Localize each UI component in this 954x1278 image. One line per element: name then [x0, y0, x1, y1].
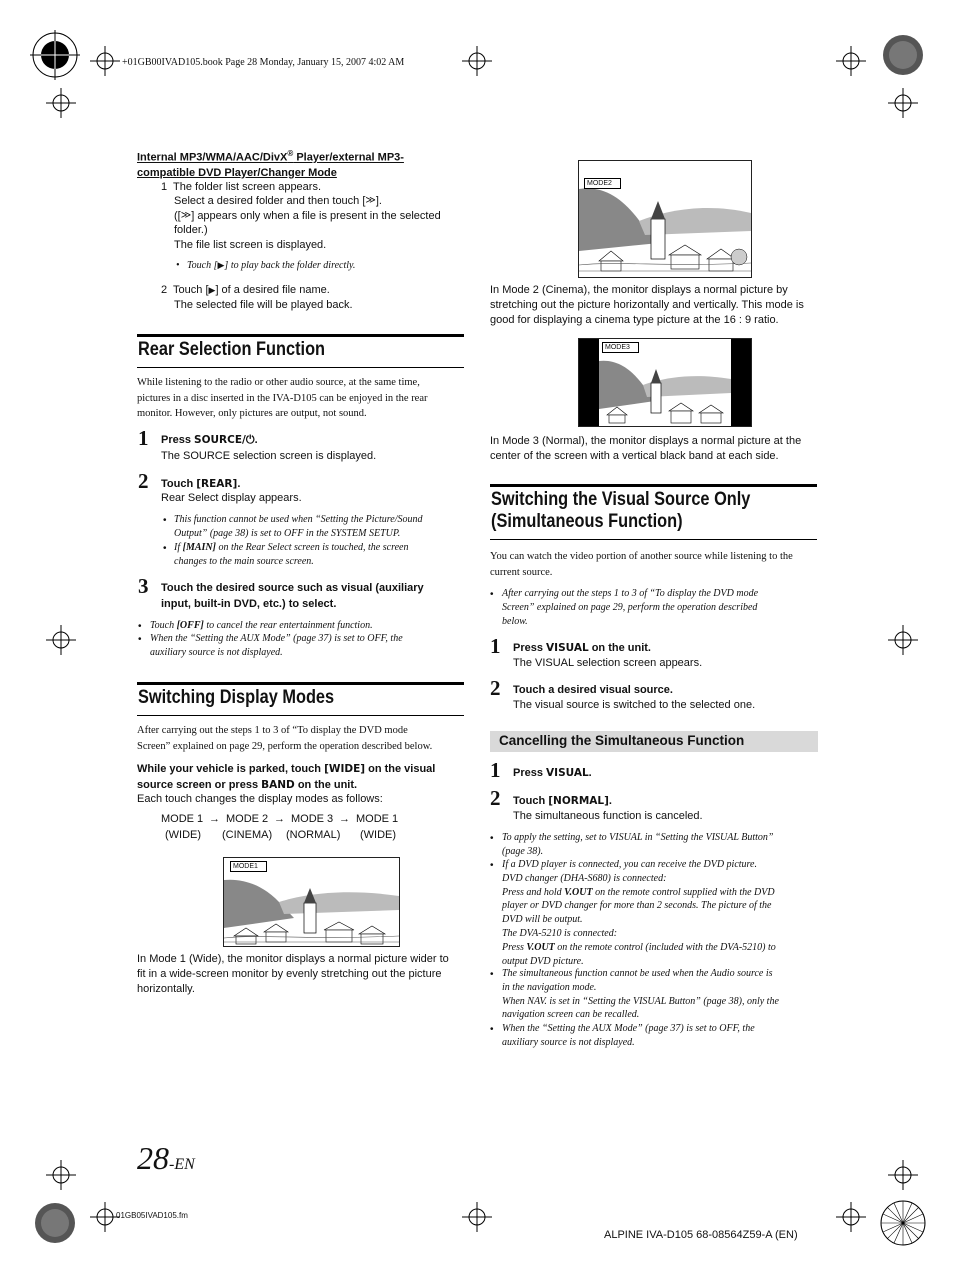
crosshair-top-1 — [90, 46, 120, 76]
rear-note-2-bullet: • — [163, 543, 167, 554]
mode-3-description: In Mode 3 (Normal), the monitor displays a normal picture at the center of the screen with a vertical black band at each side. — [490, 435, 802, 462]
visual-note-bullet: • — [490, 589, 494, 600]
next-folder-icon-2: ≫ — [180, 209, 192, 221]
page-number: 28-EN — [137, 1140, 195, 1176]
mode-3-name: (NORMAL) — [286, 829, 341, 841]
rear-note-1: This function cannot be used when “Setting the Picture/Sound Output” (page 38) is set to OFF in the SYSTEM SETUP. — [174, 514, 423, 539]
mode-2-picture — [578, 160, 752, 278]
cancel-note-2-bullet: • — [490, 860, 494, 871]
visual-step-1-sub: The VISUAL selection screen appears. — [513, 657, 703, 669]
rear-step-1: Press SOURCE/⏻. — [161, 434, 258, 446]
visual-intro: You can watch the video portion of another source while listening to the current source. — [490, 551, 793, 578]
rear-step-1-sub: The SOURCE selection screen is displayed. — [161, 450, 377, 462]
mode-3-label: MODE 3 — [291, 813, 334, 825]
mode-2-description: In Mode 2 (Cinema), the monitor displays a normal picture by stretching out the picture horizontally and vertically. This mode is good for displaying a cinema type picture at the 16 : 9 ratio. — [490, 284, 804, 326]
mode-arrow-3: → — [339, 813, 350, 825]
mode-3-left-band — [579, 339, 599, 426]
rear-step-2-number: 2 — [138, 469, 149, 493]
rear-note-2: If [MAIN] on the Rear Select screen is touched, the screen changes to the main source screen. — [174, 542, 409, 567]
visual-note: After carrying out the steps 1 to 3 of “To display the DVD mode Screen” explained on page 29, perform the operation described below. — [502, 588, 759, 627]
crosshair-bottom-3 — [836, 1202, 866, 1232]
visual-step-1: Press VISUAL on the unit. — [513, 642, 651, 654]
intro-subhead: Internal MP3/WMA/AAC/DivX® Player/external MP3- compatible DVD Player/Changer Mode — [137, 149, 404, 179]
power-icon: ⏻ — [245, 434, 255, 446]
crosshair-right-top — [888, 88, 918, 118]
registration-mark-br — [878, 1198, 928, 1248]
rear-step-2: Touch [REAR]. — [161, 478, 241, 490]
rear-step-1-number: 1 — [138, 426, 149, 450]
intro-step-1-detail: Select a desired folder and then touch [≫]. ([≫] appears only when a file is present in the selected folder.) The file list screen is displayed. — [174, 195, 441, 251]
crosshair-right-bottom — [888, 1160, 918, 1190]
visual-step-2: Touch a desired visual source. — [513, 684, 673, 696]
mode-2-label: MODE 2 — [226, 813, 269, 825]
intro-note: • Touch [▶] to play back the folder directly. — [176, 260, 356, 271]
mode-3-right-band — [731, 339, 751, 426]
cancel-step-1: Press VISUAL. — [513, 767, 592, 779]
visual-section-title: Switching the Visual Source Only (Simultaneous Function) — [491, 489, 751, 532]
rear-note-3: Touch [OFF] to cancel the rear entertainment function. — [150, 620, 373, 631]
crosshair-left-mid — [46, 625, 76, 655]
crosshair-top-3 — [836, 46, 866, 76]
play-icon-2: ▶ — [208, 285, 216, 295]
crosshair-left-top — [46, 88, 76, 118]
mode-2-name: (CINEMA) — [222, 829, 273, 841]
visual-step-2-sub: The visual source is switched to the selected one. — [513, 699, 756, 711]
mode-1-label: MODE 1 — [161, 813, 204, 825]
mode-3-picture — [578, 338, 752, 427]
visual-step-2-number: 2 — [490, 676, 501, 700]
crosshair-top-2 — [462, 46, 492, 76]
cancel-step-1-number: 1 — [490, 758, 501, 782]
display-section-title: Switching Display Modes — [138, 687, 335, 708]
cancel-step-2: Touch [NORMAL]. — [513, 795, 612, 807]
next-folder-icon: ≫ — [365, 195, 376, 206]
cancel-note-3: The simultaneous function cannot be used when the Audio source is in the navigation mode. When NAV. is set in “Setting the VISUAL Button” (page 38), only the navigation screen can be recalled. — [502, 968, 779, 1021]
visual-step-1-number: 1 — [490, 634, 501, 658]
mode-2-screen-label: MODE2 — [584, 178, 621, 189]
play-icon: ▶ — [217, 260, 225, 270]
crosshair-right-mid — [888, 625, 918, 655]
cancel-step-2-number: 2 — [490, 786, 501, 810]
mode-1-name-repeat: (WIDE) — [360, 829, 397, 841]
mode-arrow-1: → — [209, 813, 220, 825]
cancel-note-3-bullet: • — [490, 969, 494, 980]
mode-1-screen-label: MODE1 — [230, 861, 267, 872]
mode-3-screen-label: MODE3 — [602, 342, 639, 353]
mode-1-label-repeat: MODE 1 — [356, 813, 399, 825]
rear-note-4: When the “Setting the AUX Mode” (page 37) is set to OFF, the auxiliary source is not displayed. — [150, 633, 403, 658]
cancel-step-2-sub: The simultaneous function is canceled. — [513, 810, 703, 822]
rear-section-title: Rear Selection Function — [138, 339, 326, 360]
mode-1-description: In Mode 1 (Wide), the monitor displays a normal picture wider to fit in a wide-screen monitor by evenly stretching out the picture horizontally. — [137, 953, 449, 995]
mode-1-name: (WIDE) — [165, 829, 202, 841]
intro-step-1: 1 The folder list screen appears. — [161, 181, 322, 193]
registration-mark-tl — [30, 30, 80, 80]
rear-step-3: Touch the desired source such as visual (auxiliary input, built-in DVD, etc.) to select. — [161, 582, 424, 610]
cancel-note-4: When the “Setting the AUX Mode” (page 37) is set to OFF, the auxiliary source is not displayed. — [502, 1023, 755, 1048]
mode-arrow-2: → — [274, 813, 285, 825]
crosshair-left-bottom — [46, 1160, 76, 1190]
mode-1-picture — [223, 857, 400, 947]
registration-mark-tr — [878, 30, 928, 80]
registration-mark-bl — [30, 1198, 80, 1248]
rear-step-3-number: 3 — [138, 574, 149, 598]
footer-model: ALPINE IVA-D105 68-08564Z59-A (EN) — [604, 1229, 798, 1241]
rear-note-4-bullet: • — [138, 634, 142, 645]
display-instruction: While your vehicle is parked, touch [WIDE] on the visual source screen or press BAND on the unit. — [137, 763, 436, 791]
file-header: +01GB00IVAD105.book Page 28 Monday, January 15, 2007 4:02 AM — [122, 57, 405, 68]
cancel-subsection-title: Cancelling the Simultaneous Function — [499, 733, 745, 748]
rear-step-2-sub: Rear Select display appears. — [161, 492, 302, 504]
cancel-note-4-bullet: • — [490, 1024, 494, 1035]
footer-file: 01GB05IVAD105.fm — [116, 1211, 188, 1220]
display-intro: After carrying out the steps 1 to 3 of “To display the DVD mode Screen” explained on page 29, perform the operation described below. — [137, 725, 433, 752]
crosshair-bottom-2 — [462, 1202, 492, 1232]
cancel-note-1-bullet: • — [490, 833, 494, 844]
rear-note-3-bullet: • — [138, 621, 142, 632]
cancel-note-1: To apply the setting, set to VISUAL in “Setting the VISUAL Button” (page 38). — [502, 832, 774, 857]
intro-step-2: 2 Touch [▶] of a desired file name. The selected file will be played back. — [161, 284, 353, 311]
rear-note-1-bullet: • — [163, 515, 167, 526]
cancel-note-2: If a DVD player is connected, you can receive the DVD picture. DVD changer (DHA-S680) is connected: Press and hold V.OUT on the remote control supplied with the DVD player or DVD changer for more than 2 seconds. The picture of the DVD will be output. The DVA-5210 is connected: Press V.OUT on the remote control (included with the DVA-5210) to output DVD picture. — [502, 859, 776, 967]
rear-intro: While listening to the radio or other audio source, at the same time, pictures in a disc inserted in the IVA-D105 can be enjoyed in the rear monitor. However, only pictures are output, not sound. — [137, 377, 428, 419]
display-each-touch: Each touch changes the display modes as follows: — [137, 793, 383, 805]
